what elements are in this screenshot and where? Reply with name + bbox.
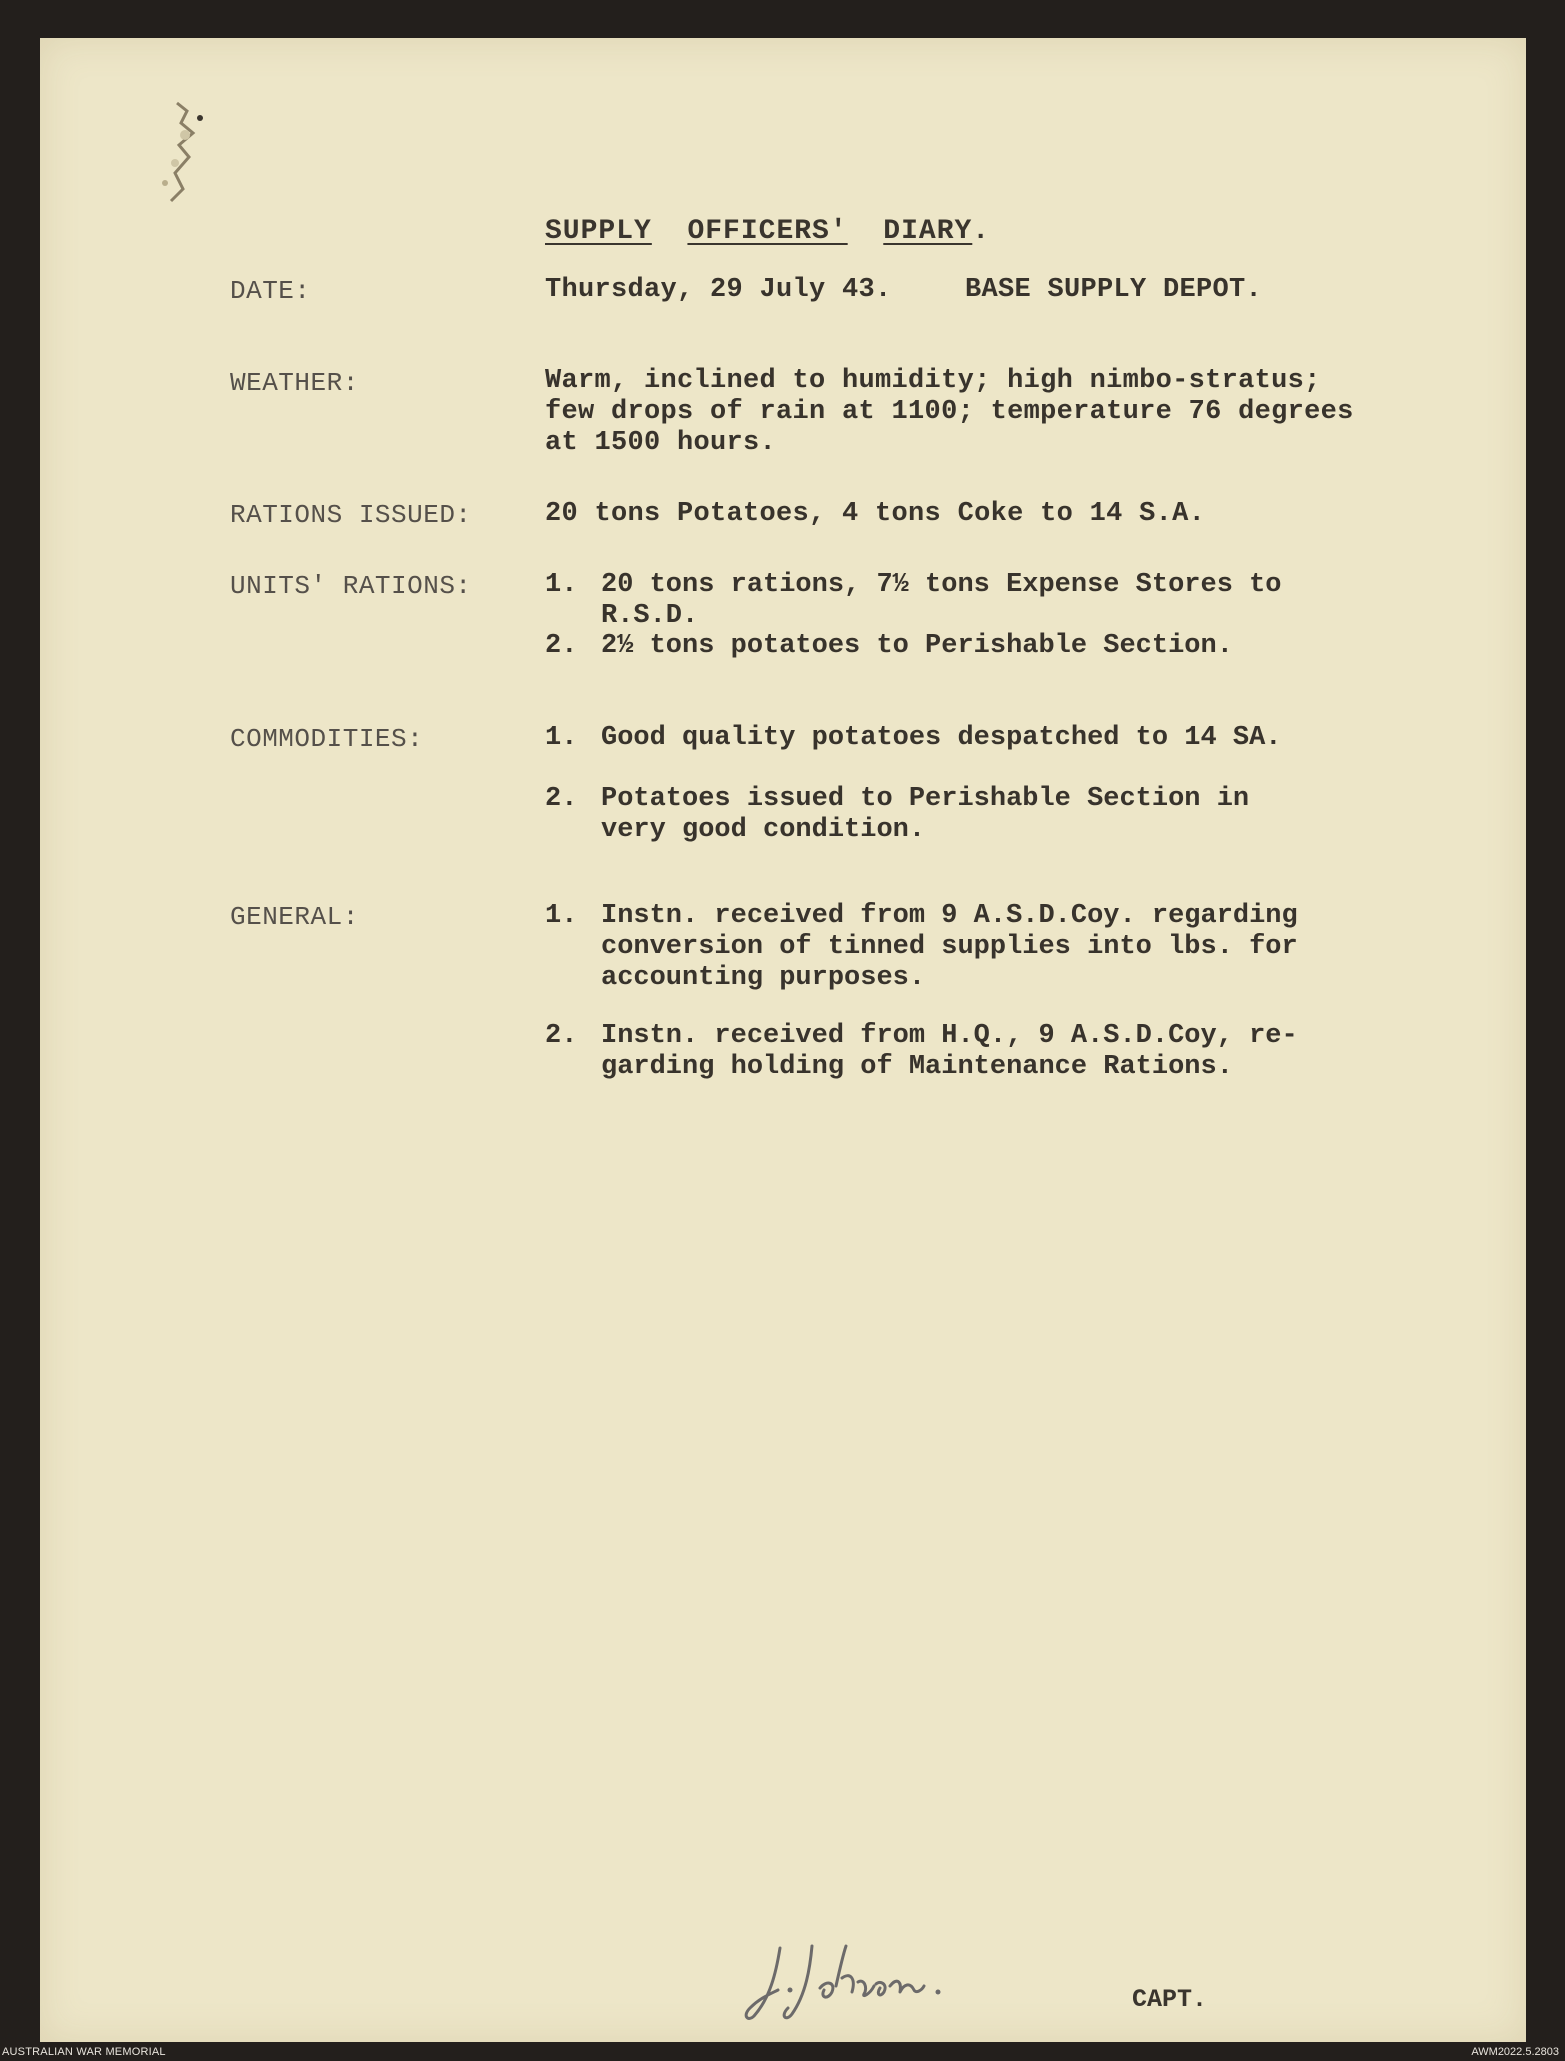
- weather-line-3: at 1500 hours.: [545, 428, 777, 458]
- weather-line-1: Warm, inclined to humidity; high nimbo-stratus;: [545, 366, 1321, 396]
- item-line: Instn. received from 9 A.S.D.Coy. regarding: [601, 901, 1298, 931]
- item-number: 2.: [545, 1021, 578, 1051]
- item-number: 1.: [545, 901, 578, 931]
- units-rations-label: UNITS' RATIONS:: [230, 571, 472, 601]
- item-line: garding holding of Maintenance Rations.: [601, 1052, 1233, 1082]
- paper-tear-mark: [135, 93, 215, 213]
- item-line: 20 tons rations, 7½ tons Expense Stores to: [601, 570, 1282, 600]
- weather-line-2: few drops of rain at 1100; temperature 76 degrees: [545, 397, 1354, 427]
- item-number: 1.: [545, 723, 578, 753]
- general-label: GENERAL:: [230, 902, 359, 932]
- item-line: R.S.D.: [601, 601, 699, 631]
- rations-issued-label: RATIONS ISSUED:: [230, 500, 472, 530]
- page-title: SUPPLY OFFICERS' DIARY.: [545, 216, 991, 247]
- item-line: 2½ tons potatoes to Perishable Section.: [601, 631, 1233, 661]
- item-line: Instn. received from H.Q., 9 A.S.D.Coy, re-: [601, 1021, 1298, 1051]
- commodities-label: COMMODITIES:: [230, 724, 424, 754]
- footer-institution: AUSTRALIAN WAR MEMORIAL: [2, 2046, 166, 2058]
- date-label: DATE:: [230, 276, 311, 306]
- item-number: 1.: [545, 570, 578, 600]
- depot-name: BASE SUPPLY DEPOT.: [965, 275, 1263, 305]
- date-value: Thursday, 29 July 43.: [545, 275, 892, 305]
- item-line: accounting purposes.: [601, 963, 926, 993]
- rank-label: CAPT.: [1132, 1985, 1208, 2014]
- document-page: [40, 38, 1526, 2042]
- item-line: Good quality potatoes despatched to 14 SA.: [601, 723, 1282, 753]
- item-line: very good condition.: [601, 815, 926, 845]
- handwritten-signature: [740, 1928, 1040, 2028]
- item-number: 2.: [545, 631, 578, 661]
- item-number: 2.: [545, 784, 578, 814]
- item-line: conversion of tinned supplies into lbs. for: [601, 932, 1298, 962]
- footer-reference: AWM2022.5.2803: [1471, 2046, 1559, 2058]
- weather-label: WEATHER:: [230, 368, 359, 398]
- rations-issued-value: 20 tons Potatoes, 4 tons Coke to 14 S.A.: [545, 499, 1206, 529]
- item-line: Potatoes issued to Perishable Section in: [601, 784, 1250, 814]
